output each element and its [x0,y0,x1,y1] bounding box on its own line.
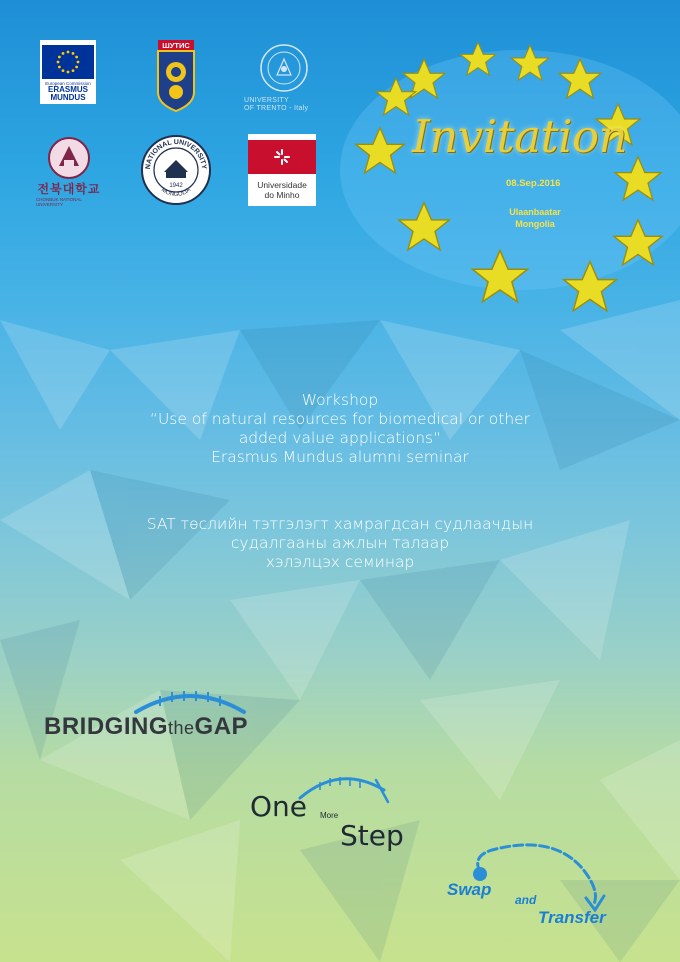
trento-seal-icon [259,43,309,93]
chonbuk-sub: CHONBUK NATIONAL UNIVERSITY [36,196,82,207]
star-icon [559,59,601,98]
star-icon [511,45,548,80]
bridging-word3: GAP [194,713,249,740]
event-date: 08.Sep.2016 [506,178,561,189]
trento-line2: OF TRENTO - Italy [244,105,309,112]
place-line1: Ulaanbaatar [509,207,561,217]
bridging-word1: BRIDGING [44,713,168,740]
mongolian-line2: судалгааны ажлын талаар [230,534,450,552]
erasmus-line1: European Commission [45,80,91,86]
trento-line1: UNIVERSITY [244,97,290,104]
chonbuk-label: 전북대학교 [37,181,101,196]
workshop-block [90,391,590,467]
shutis-shield-icon [156,40,196,112]
event-place [505,206,565,230]
star-icon [460,42,495,75]
eu-flag-icon [42,45,94,79]
swap-arrow-icon [462,838,622,912]
mongolian-line3: хэлэлцэх семинар [265,553,415,571]
bridging-word2: the [168,718,195,738]
workshop-line1: Workshop [301,391,379,409]
star-icon [473,251,528,302]
one-more-step-arc-icon [296,768,392,808]
num-ring-bottom: MONGOLIA [159,187,193,199]
bridging-the-gap-logo [44,713,248,741]
star-icon [614,220,662,265]
place-line2: Mongolia [515,219,555,229]
shutis-logo [156,40,196,112]
trento-logo [244,40,324,116]
shutis-label: ШУТИС [162,41,190,50]
chonbuk-emblem-icon [47,136,91,180]
star-icon [376,78,416,115]
bridge-arc-icon [130,686,250,716]
invitation-title: Invitation [412,110,628,163]
minho-line1: Universidade [257,180,307,190]
num-seal-icon [140,134,212,206]
minho-logo [248,134,316,206]
mongolian-block [90,515,590,572]
star-icon [399,203,450,250]
one-more-step-word2: More [320,811,339,820]
swap-word1: Swap [447,880,492,899]
mongolian-line1: SAT төслийн тэтгэлэгт хамрагдсан судлаачдын [146,515,534,533]
star-icon [564,262,617,311]
swap-word3: Transfer [538,908,606,927]
workshop-line2: “Use of natural resources for biomedical or other [149,410,531,428]
num-ring-top: NATIONAL UNIVERSITY [144,138,208,170]
workshop-line3: added value applications“ [238,429,442,447]
minho-mark-icon [248,140,316,174]
chonbuk-logo [36,134,102,208]
erasmus-mundus-logo [40,40,96,104]
star-icon [615,157,661,200]
minho-line2: do Minho [264,190,300,200]
num-year: 1942 [169,183,183,189]
swap-word2: and [515,893,537,907]
erasmus-line3: MUNDUS [50,92,86,102]
erasmus-line2: ERASMUS [47,84,88,94]
eu-star-circle [350,20,680,320]
one-more-step-word3: Step [340,819,404,852]
num-logo [140,134,212,206]
star-icon [356,128,404,173]
workshop-line4: Erasmus Mundus alumni seminar [211,448,469,466]
one-more-step-word1: One [250,790,308,823]
